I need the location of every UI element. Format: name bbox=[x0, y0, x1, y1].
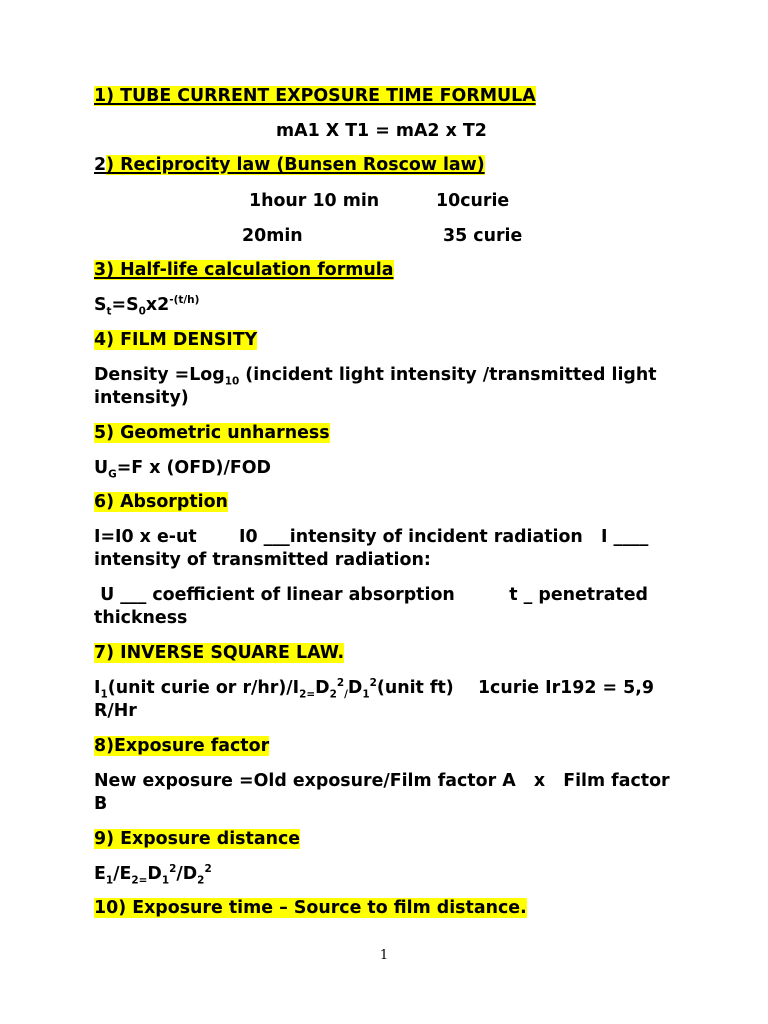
formula-part: (unit curie or r/hr)/I bbox=[107, 678, 300, 698]
formula-subscript: 2= bbox=[299, 688, 316, 701]
formula-part: /E bbox=[113, 864, 132, 884]
reciprocity-row1-time: 1hour 10 min bbox=[249, 191, 380, 211]
heading-text: 10) Exposure time – Source to film distance. bbox=[94, 898, 527, 918]
formula-tube-current: mA1 X T1 = mA2 x T2 bbox=[276, 121, 487, 141]
formula-exposure-factor: New exposure =Old exposure/Film factor A x Film factor B bbox=[94, 771, 676, 814]
formula-film-density bbox=[94, 364, 678, 410]
formula-part: Density =Log bbox=[94, 365, 225, 385]
formula-part: D bbox=[347, 678, 363, 698]
formula-half-life bbox=[94, 294, 678, 317]
formula-exposure-distance bbox=[94, 863, 678, 886]
formula-exponent: 2 bbox=[169, 863, 177, 876]
formula-exponent: 2 bbox=[369, 677, 377, 690]
formula-part: (incident light intensity /transmitted light intensity) bbox=[94, 365, 657, 408]
heading-exposure-factor bbox=[94, 735, 678, 758]
formula-subscript: t bbox=[106, 305, 112, 318]
heading-exposure-distance bbox=[94, 828, 678, 851]
formula-part: (unit ft) 1curie Ir192 = 5,9 R/Hr bbox=[94, 678, 661, 721]
formula-subscript: 1 bbox=[100, 688, 108, 701]
formula-part: I bbox=[94, 678, 101, 698]
heading-film-density bbox=[94, 329, 678, 352]
absorption-definition-text: U ___ coefficient of linear absorption t _ penetrated thickness bbox=[94, 585, 655, 628]
heading-text: 9) Exposure distance bbox=[94, 829, 301, 849]
heading-text: 7) INVERSE SQUARE LAW. bbox=[94, 643, 345, 663]
formula-exponent: -(t/h) bbox=[169, 294, 200, 307]
heading-text: 8)Exposure factor bbox=[94, 736, 270, 756]
formula-exponent: 2 bbox=[336, 677, 345, 690]
page-number: 1 bbox=[379, 948, 389, 963]
heading-reciprocity-law bbox=[94, 154, 678, 177]
formula-part: E bbox=[94, 864, 106, 884]
heading-text: 3) Half-life calculation formula bbox=[94, 260, 394, 280]
formula-subscript: 2 bbox=[197, 874, 205, 887]
heading-text: ) Reciprocity law (Bunsen Roscow law) bbox=[106, 155, 485, 175]
heading-geometric-unsharpness bbox=[94, 422, 678, 445]
formula-subscript: 1 bbox=[105, 874, 114, 887]
formula-part: D bbox=[147, 864, 162, 884]
reciprocity-row2-time: 20min bbox=[242, 226, 303, 246]
formula-subscript: G bbox=[108, 468, 117, 481]
formula-part: / bbox=[344, 688, 348, 701]
formula-part: U bbox=[94, 458, 109, 478]
formula-subscript: 10 bbox=[224, 375, 240, 388]
reciprocity-row1-activity: 10curie bbox=[436, 191, 510, 211]
formula-geometric-unsharpness bbox=[94, 457, 678, 480]
formula-part: x2 bbox=[145, 295, 170, 315]
heading-text: 4) FILM DENSITY bbox=[94, 330, 258, 350]
formula-part: /D bbox=[176, 864, 198, 884]
formula-subscript: 2= bbox=[131, 874, 148, 887]
reciprocity-row2-activity: 35 curie bbox=[443, 226, 523, 246]
heading-inverse-square-law bbox=[94, 642, 678, 665]
formula-subscript: 0 bbox=[138, 305, 146, 318]
formula-part: =S bbox=[111, 295, 139, 315]
heading-text: 1) TUBE CURRENT EXPOSURE TIME FORMULA bbox=[94, 86, 536, 106]
formula-subscript: 1 bbox=[161, 874, 170, 887]
heading-tube-current bbox=[94, 85, 678, 108]
formula-subscript: 2 bbox=[329, 688, 337, 701]
formula-part: S bbox=[94, 295, 107, 315]
heading-number: 2 bbox=[94, 155, 107, 175]
formula-part: D bbox=[315, 678, 330, 698]
formula-inverse-square-law bbox=[94, 677, 678, 723]
heading-exposure-time-sfd bbox=[94, 897, 678, 920]
formula-subscript: 1 bbox=[362, 688, 370, 701]
formula-part: =F x (OFD)/FOD bbox=[116, 458, 271, 478]
formula-exponent: 2 bbox=[204, 863, 212, 876]
absorption-formula-text: I=I0 x e-ut I0 ___intensity of incident radiation I ____ intensity of transmitted radiation: bbox=[94, 527, 655, 570]
heading-half-life bbox=[94, 259, 678, 282]
heading-absorption bbox=[94, 491, 678, 514]
heading-text: 5) Geometric unharness bbox=[94, 423, 330, 443]
heading-text: 6) Absorption bbox=[94, 492, 228, 512]
